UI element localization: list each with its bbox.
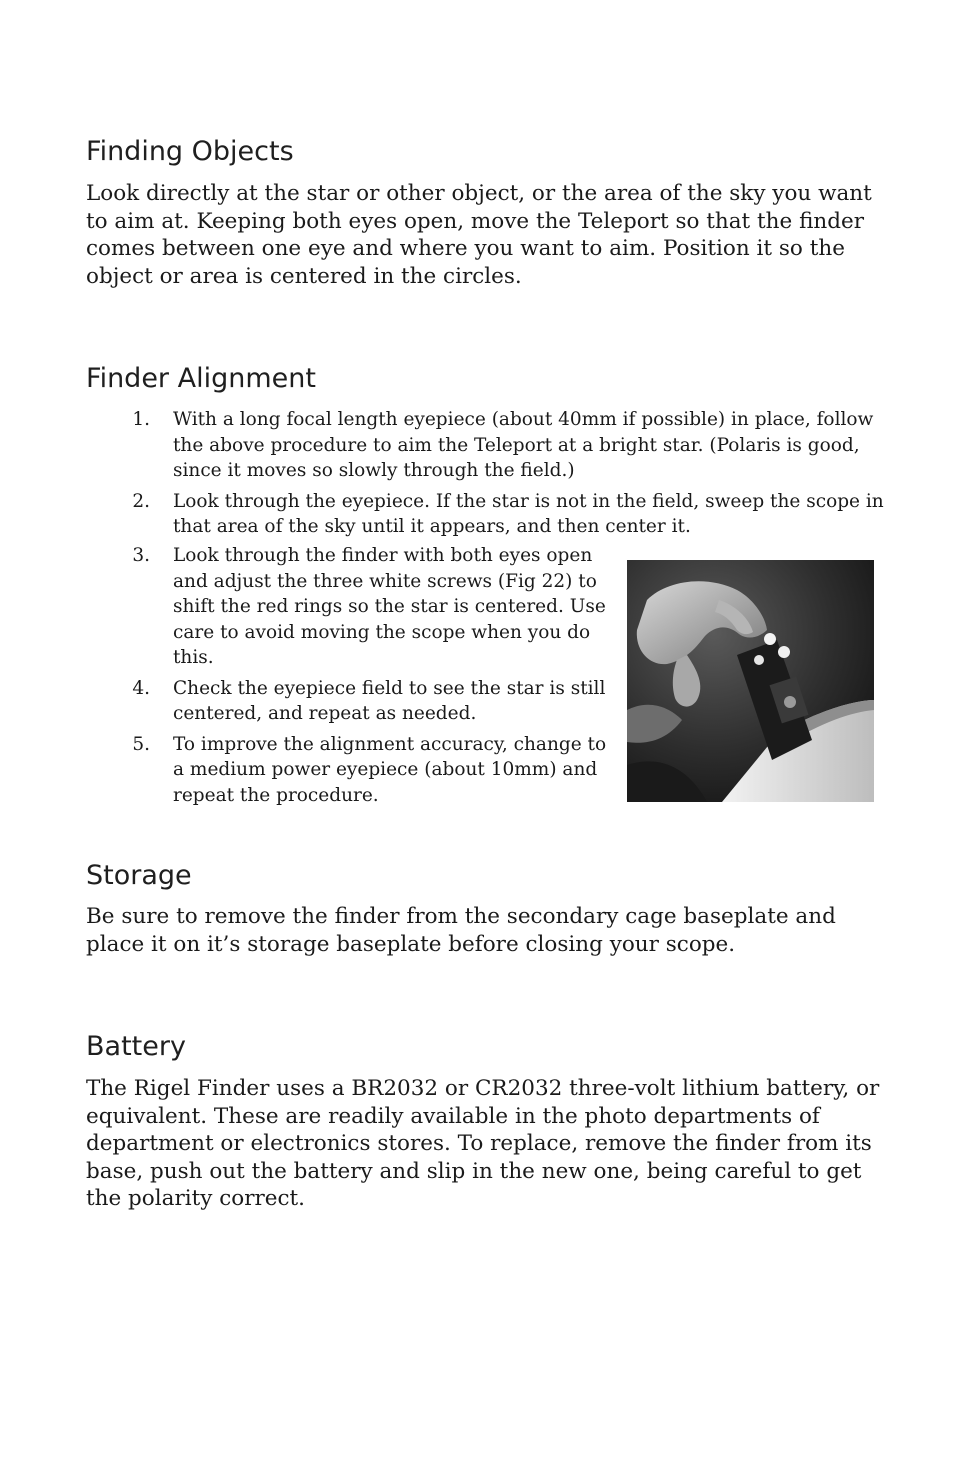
step-text: Look through the finder with both eyes open and adjust the three white screws (Fig 22) to shift the red rings so the star is centered. Use care to avoid moving the scope when you do this.	[173, 545, 606, 668]
step-number: 4.	[132, 677, 150, 699]
step-text: With a long focal length eyepiece (about 40mm if possible) in place, follow the above procedure to aim the Teleport at a bright star. (Polaris is good, since it moves so slowly through the field.)	[173, 409, 874, 481]
heading-finding-objects: Finding Objects	[86, 136, 294, 167]
step-number: 5.	[132, 733, 150, 755]
list-item	[120, 543, 610, 671]
alignment-steps-bottom	[120, 543, 610, 813]
finder-photo-illustration	[627, 560, 874, 802]
step-text: Check the eyepiece field to see the star is still centered, and repeat as needed.	[173, 677, 606, 724]
heading-battery: Battery	[86, 1031, 186, 1062]
list-item	[120, 676, 610, 727]
step-text: Look through the eyepiece. If the star is not in the field, sweep the scope in that area of the sky until it appears, and then center it.	[173, 490, 884, 537]
list-item	[120, 489, 890, 540]
step-number: 3.	[132, 545, 150, 566]
paragraph-storage: Be sure to remove the finder from the secondary cage baseplate and place it on it’s storage baseplate before closing your scope.	[86, 904, 836, 957]
alignment-steps-top	[120, 407, 890, 545]
heading-finder-alignment: Finder Alignment	[86, 363, 316, 394]
step-number: 1.	[132, 409, 150, 430]
step-number: 2.	[132, 490, 150, 512]
heading-storage: Storage	[86, 860, 192, 891]
step-text: To improve the alignment accuracy, change to a medium power eyepiece (about 10mm) and repeat the procedure.	[173, 733, 607, 806]
list-item	[120, 407, 890, 484]
finder-adjustment-photo	[627, 560, 874, 802]
list-item	[120, 732, 610, 809]
paragraph-battery: The Rigel Finder uses a BR2032 or CR2032 three-volt lithium battery, or equivalent. These are readily available in the photo departments of department or electronics stores. To replace, remove the finder from its base, push out the battery and slip in the new one, being careful to get the polarity correct.	[86, 1076, 880, 1211]
paragraph-finding-objects: Look directly at the star or other object, or the area of the sky you want to aim at. Keeping both eyes open, move the Teleport so that the finder comes between one eye and where you want to aim. Position it so the object or area is centered in the circles.	[86, 181, 872, 289]
